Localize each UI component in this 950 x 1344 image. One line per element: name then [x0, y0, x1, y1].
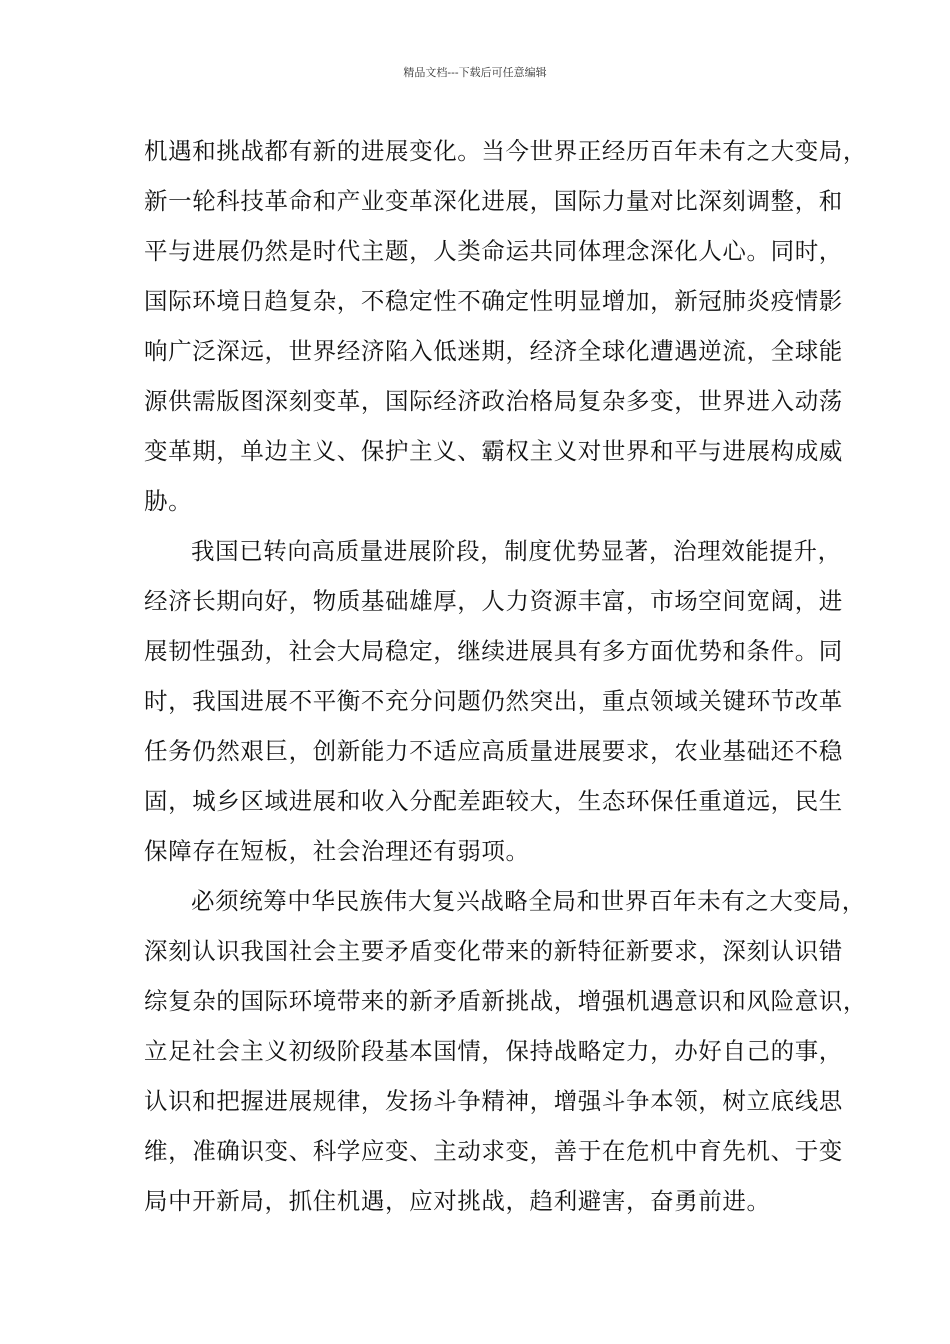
paragraph-line: 深刻认识我国社会主要矛盾变化带来的新特征新要求，深刻认识错: [144, 937, 843, 965]
paragraph-line: 经济长期向好，物质基础雄厚，人力资源丰富，市场空间宽阔，进: [144, 587, 843, 615]
paragraph-line: 机遇和挑战都有新的进展变化。当今世界正经历百年未有之大变局，: [144, 137, 867, 165]
paragraph-line: 局中开新局，抓住机遇，应对挑战，趋利避害，奋勇前进。: [144, 1187, 771, 1215]
paragraph-line: 我国已转向高质量进展阶段，制度优势显著，治理效能提升，: [191, 537, 842, 565]
paragraph-line: 认识和把握进展规律，发扬斗争精神，增强斗争本领，树立底线思: [144, 1087, 843, 1115]
paragraph-line: 平与进展仍然是时代主题，人类命运共同体理念深化人心。同时，: [144, 237, 843, 265]
paragraph-line: 国际环境日趋复杂，不稳定性不确定性明显增加，新冠肺炎疫情影: [144, 287, 843, 315]
paragraph-2: [144, 526, 843, 876]
paragraph-line: 保障存在短板，社会治理还有弱项。: [144, 837, 530, 865]
paragraph-line: 源供需版图深刻变革，国际经济政治格局复杂多变，世界进入动荡: [144, 387, 843, 415]
page-header: 精品文档---下载后可任意编辑: [403, 66, 547, 79]
paragraph-line: 必须统筹中华民族伟大复兴战略全局和世界百年未有之大变局，: [191, 887, 866, 915]
paragraph-line: 新一轮科技革命和产业变革深化进展，国际力量对比深刻调整，和: [144, 187, 843, 215]
paragraph-line: 立足社会主义初级阶段基本国情，保持战略定力，办好自己的事，: [144, 1037, 843, 1065]
paragraph-line: 维，准确识变、科学应变、主动求变，善于在危机中育先机、于变: [144, 1137, 843, 1165]
paragraph-line: 综复杂的国际环境带来的新矛盾新挑战，增强机遇意识和风险意识，: [144, 987, 867, 1015]
paragraph-1: [144, 126, 867, 526]
document-body: [144, 126, 867, 1226]
paragraph-line: 固，城乡区域进展和收入分配差距较大，生态环保任重道远，民生: [144, 787, 843, 815]
paragraph-line: 胁。: [144, 487, 193, 515]
paragraph-3: [144, 876, 867, 1226]
paragraph-line: 变革期，单边主义、保护主义、霸权主义对世界和平与进展构成威: [144, 437, 843, 465]
paragraph-line: 任务仍然艰巨，创新能力不适应高质量进展要求，农业基础还不稳: [144, 737, 843, 765]
paragraph-line: 时，我国进展不平衡不充分问题仍然突出，重点领域关键环节改革: [144, 687, 843, 715]
paragraph-line: 响广泛深远，世界经济陷入低迷期，经济全球化遭遇逆流，全球能: [144, 337, 843, 365]
paragraph-line: 展韧性强劲，社会大局稳定，继续进展具有多方面优势和条件。同: [144, 637, 843, 665]
